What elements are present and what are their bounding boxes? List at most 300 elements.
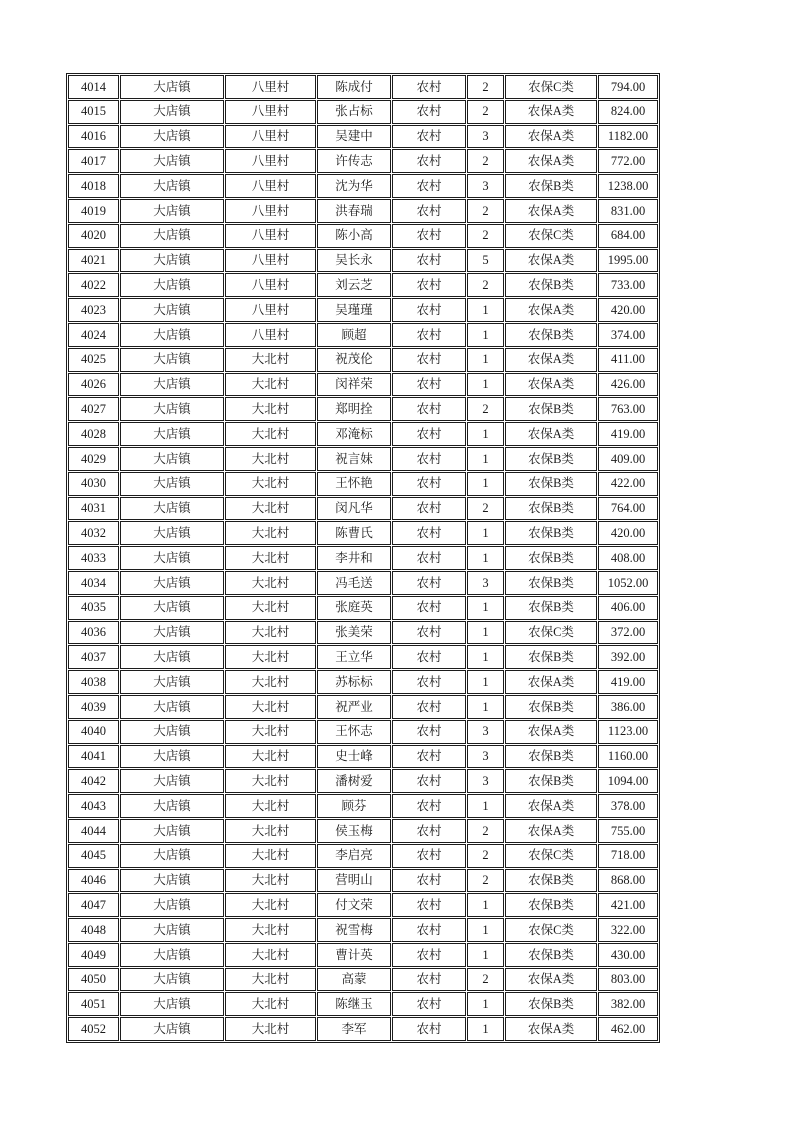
cell-amount: 408.00: [598, 546, 658, 570]
cell-residence-type: 农村: [392, 249, 466, 273]
cell-seq-number: 4041: [68, 745, 119, 769]
cell-town: 大店镇: [120, 125, 224, 149]
table-body: [68, 75, 658, 1041]
cell-household-count: 2: [467, 844, 504, 868]
cell-insurance-category: 农保A类: [505, 968, 597, 992]
insurance-roster-table: [66, 73, 660, 1043]
cell-amount: 1123.00: [598, 720, 658, 744]
cell-person-name: 曹计英: [317, 943, 391, 967]
cell-village: 大北村: [225, 869, 316, 893]
cell-amount: 764.00: [598, 497, 658, 521]
table-row: [68, 199, 658, 223]
cell-village: 大北村: [225, 447, 316, 471]
cell-village: 大北村: [225, 794, 316, 818]
table-row: [68, 373, 658, 397]
table-row: [68, 298, 658, 322]
cell-insurance-category: 农保C类: [505, 75, 597, 99]
cell-household-count: 1: [467, 422, 504, 446]
cell-person-name: 陈继玉: [317, 992, 391, 1016]
cell-residence-type: 农村: [392, 174, 466, 198]
cell-household-count: 2: [467, 968, 504, 992]
cell-residence-type: 农村: [392, 100, 466, 124]
cell-household-count: 1: [467, 323, 504, 347]
cell-insurance-category: 农保A类: [505, 720, 597, 744]
table-row: [68, 249, 658, 273]
cell-residence-type: 农村: [392, 621, 466, 645]
cell-person-name: 祝茂伦: [317, 348, 391, 372]
cell-amount: 420.00: [598, 521, 658, 545]
cell-village: 大北村: [225, 918, 316, 942]
cell-household-count: 2: [467, 149, 504, 173]
cell-amount: 392.00: [598, 645, 658, 669]
cell-household-count: 2: [467, 224, 504, 248]
cell-insurance-category: 农保A类: [505, 670, 597, 694]
cell-person-name: 付文荣: [317, 893, 391, 917]
cell-residence-type: 农村: [392, 472, 466, 496]
cell-village: 八里村: [225, 149, 316, 173]
cell-town: 大店镇: [120, 695, 224, 719]
cell-seq-number: 4052: [68, 1017, 119, 1041]
cell-household-count: 3: [467, 571, 504, 595]
cell-person-name: 陈小高: [317, 224, 391, 248]
cell-seq-number: 4019: [68, 199, 119, 223]
cell-household-count: 1: [467, 918, 504, 942]
table-row: [68, 100, 658, 124]
table-row: [68, 323, 658, 347]
cell-amount: 411.00: [598, 348, 658, 372]
cell-insurance-category: 农保B类: [505, 273, 597, 297]
cell-village: 大北村: [225, 497, 316, 521]
table-row: [68, 497, 658, 521]
cell-amount: 1182.00: [598, 125, 658, 149]
cell-household-count: 1: [467, 621, 504, 645]
cell-village: 大北村: [225, 695, 316, 719]
cell-residence-type: 农村: [392, 745, 466, 769]
cell-amount: 378.00: [598, 794, 658, 818]
cell-village: 大北村: [225, 1017, 316, 1041]
cell-residence-type: 农村: [392, 720, 466, 744]
cell-residence-type: 农村: [392, 769, 466, 793]
table-row: [68, 794, 658, 818]
cell-residence-type: 农村: [392, 645, 466, 669]
cell-amount: 419.00: [598, 670, 658, 694]
cell-insurance-category: 农保A类: [505, 1017, 597, 1041]
cell-person-name: 祝言妹: [317, 447, 391, 471]
cell-insurance-category: 农保B类: [505, 869, 597, 893]
cell-insurance-category: 农保C类: [505, 224, 597, 248]
table-row: [68, 645, 658, 669]
cell-amount: 419.00: [598, 422, 658, 446]
cell-village: 大北村: [225, 422, 316, 446]
cell-person-name: 许传志: [317, 149, 391, 173]
cell-household-count: 2: [467, 100, 504, 124]
cell-insurance-category: 农保A类: [505, 125, 597, 149]
cell-amount: 868.00: [598, 869, 658, 893]
cell-town: 大店镇: [120, 298, 224, 322]
cell-village: 大北村: [225, 968, 316, 992]
cell-residence-type: 农村: [392, 1017, 466, 1041]
table-row: [68, 670, 658, 694]
cell-person-name: 张美荣: [317, 621, 391, 645]
cell-insurance-category: 农保A类: [505, 249, 597, 273]
cell-village: 大北村: [225, 844, 316, 868]
cell-insurance-category: 农保B类: [505, 472, 597, 496]
cell-person-name: 邓淹标: [317, 422, 391, 446]
cell-seq-number: 4048: [68, 918, 119, 942]
cell-seq-number: 4034: [68, 571, 119, 595]
cell-person-name: 陈曹氏: [317, 521, 391, 545]
cell-household-count: 2: [467, 75, 504, 99]
cell-residence-type: 农村: [392, 224, 466, 248]
table-row: [68, 125, 658, 149]
cell-insurance-category: 农保B类: [505, 397, 597, 421]
cell-amount: 1052.00: [598, 571, 658, 595]
cell-town: 大店镇: [120, 869, 224, 893]
cell-seq-number: 4025: [68, 348, 119, 372]
cell-insurance-category: 农保B类: [505, 769, 597, 793]
cell-residence-type: 农村: [392, 447, 466, 471]
cell-seq-number: 4014: [68, 75, 119, 99]
cell-household-count: 5: [467, 249, 504, 273]
cell-town: 大店镇: [120, 149, 224, 173]
cell-amount: 763.00: [598, 397, 658, 421]
cell-seq-number: 4044: [68, 819, 119, 843]
cell-person-name: 顾芬: [317, 794, 391, 818]
cell-village: 八里村: [225, 249, 316, 273]
cell-seq-number: 4038: [68, 670, 119, 694]
table-row: [68, 1017, 658, 1041]
table-row: [68, 918, 658, 942]
cell-household-count: 1: [467, 472, 504, 496]
cell-village: 八里村: [225, 224, 316, 248]
cell-residence-type: 农村: [392, 521, 466, 545]
cell-residence-type: 农村: [392, 695, 466, 719]
cell-village: 八里村: [225, 174, 316, 198]
cell-seq-number: 4031: [68, 497, 119, 521]
cell-insurance-category: 农保B类: [505, 893, 597, 917]
cell-town: 大店镇: [120, 447, 224, 471]
cell-seq-number: 4018: [68, 174, 119, 198]
cell-seq-number: 4020: [68, 224, 119, 248]
cell-residence-type: 农村: [392, 546, 466, 570]
cell-insurance-category: 农保C类: [505, 918, 597, 942]
cell-residence-type: 农村: [392, 794, 466, 818]
cell-insurance-category: 农保A类: [505, 819, 597, 843]
cell-insurance-category: 农保A类: [505, 422, 597, 446]
cell-household-count: 1: [467, 298, 504, 322]
cell-amount: 386.00: [598, 695, 658, 719]
cell-residence-type: 农村: [392, 497, 466, 521]
table-row: [68, 893, 658, 917]
cell-town: 大店镇: [120, 645, 224, 669]
cell-amount: 426.00: [598, 373, 658, 397]
cell-seq-number: 4026: [68, 373, 119, 397]
cell-amount: 382.00: [598, 992, 658, 1016]
cell-person-name: 李井和: [317, 546, 391, 570]
cell-village: 八里村: [225, 323, 316, 347]
cell-town: 大店镇: [120, 249, 224, 273]
table-row: [68, 521, 658, 545]
cell-town: 大店镇: [120, 422, 224, 446]
cell-town: 大店镇: [120, 893, 224, 917]
cell-household-count: 1: [467, 596, 504, 620]
cell-town: 大店镇: [120, 1017, 224, 1041]
cell-amount: 1995.00: [598, 249, 658, 273]
cell-town: 大店镇: [120, 571, 224, 595]
cell-residence-type: 农村: [392, 670, 466, 694]
cell-insurance-category: 农保B类: [505, 695, 597, 719]
table-row: [68, 621, 658, 645]
table-row: [68, 869, 658, 893]
cell-amount: 733.00: [598, 273, 658, 297]
cell-town: 大店镇: [120, 720, 224, 744]
cell-amount: 430.00: [598, 943, 658, 967]
cell-town: 大店镇: [120, 397, 224, 421]
cell-person-name: 张庭英: [317, 596, 391, 620]
table-row: [68, 273, 658, 297]
cell-residence-type: 农村: [392, 273, 466, 297]
cell-town: 大店镇: [120, 943, 224, 967]
cell-village: 大北村: [225, 645, 316, 669]
cell-village: 大北村: [225, 596, 316, 620]
table-row: [68, 720, 658, 744]
cell-household-count: 2: [467, 273, 504, 297]
cell-person-name: 沈为华: [317, 174, 391, 198]
cell-town: 大店镇: [120, 199, 224, 223]
cell-amount: 374.00: [598, 323, 658, 347]
cell-seq-number: 4028: [68, 422, 119, 446]
cell-seq-number: 4040: [68, 720, 119, 744]
cell-seq-number: 4030: [68, 472, 119, 496]
cell-insurance-category: 农保A类: [505, 348, 597, 372]
cell-insurance-category: 农保B类: [505, 943, 597, 967]
cell-town: 大店镇: [120, 769, 224, 793]
cell-amount: 803.00: [598, 968, 658, 992]
cell-residence-type: 农村: [392, 422, 466, 446]
cell-seq-number: 4042: [68, 769, 119, 793]
cell-insurance-category: 农保B类: [505, 323, 597, 347]
cell-household-count: 3: [467, 745, 504, 769]
cell-residence-type: 农村: [392, 323, 466, 347]
cell-village: 八里村: [225, 199, 316, 223]
cell-person-name: 吴瑾瑾: [317, 298, 391, 322]
cell-village: 大北村: [225, 546, 316, 570]
cell-village: 八里村: [225, 75, 316, 99]
cell-household-count: 1: [467, 992, 504, 1016]
table-row: [68, 844, 658, 868]
cell-village: 大北村: [225, 348, 316, 372]
cell-person-name: 祝严业: [317, 695, 391, 719]
cell-amount: 772.00: [598, 149, 658, 173]
cell-residence-type: 农村: [392, 844, 466, 868]
cell-village: 大北村: [225, 893, 316, 917]
cell-household-count: 3: [467, 125, 504, 149]
cell-residence-type: 农村: [392, 893, 466, 917]
cell-household-count: 1: [467, 546, 504, 570]
cell-seq-number: 4039: [68, 695, 119, 719]
cell-household-count: 1: [467, 670, 504, 694]
cell-household-count: 1: [467, 943, 504, 967]
cell-seq-number: 4033: [68, 546, 119, 570]
cell-village: 大北村: [225, 670, 316, 694]
cell-village: 大北村: [225, 992, 316, 1016]
cell-person-name: 祝雪梅: [317, 918, 391, 942]
cell-person-name: 李启亮: [317, 844, 391, 868]
cell-amount: 372.00: [598, 621, 658, 645]
table-row: [68, 397, 658, 421]
cell-residence-type: 农村: [392, 298, 466, 322]
cell-residence-type: 农村: [392, 125, 466, 149]
cell-household-count: 1: [467, 521, 504, 545]
cell-village: 八里村: [225, 100, 316, 124]
table-row: [68, 571, 658, 595]
cell-town: 大店镇: [120, 918, 224, 942]
table-row: [68, 224, 658, 248]
cell-town: 大店镇: [120, 497, 224, 521]
cell-residence-type: 农村: [392, 992, 466, 1016]
table-row: [68, 992, 658, 1016]
cell-residence-type: 农村: [392, 199, 466, 223]
cell-town: 大店镇: [120, 75, 224, 99]
cell-person-name: 张占标: [317, 100, 391, 124]
cell-person-name: 王怀艳: [317, 472, 391, 496]
cell-seq-number: 4015: [68, 100, 119, 124]
cell-town: 大店镇: [120, 546, 224, 570]
cell-amount: 322.00: [598, 918, 658, 942]
cell-residence-type: 农村: [392, 596, 466, 620]
table-row: [68, 447, 658, 471]
cell-seq-number: 4016: [68, 125, 119, 149]
cell-person-name: 李军: [317, 1017, 391, 1041]
cell-household-count: 2: [467, 199, 504, 223]
cell-seq-number: 4047: [68, 893, 119, 917]
cell-village: 大北村: [225, 720, 316, 744]
cell-household-count: 2: [467, 397, 504, 421]
cell-town: 大店镇: [120, 596, 224, 620]
cell-village: 大北村: [225, 397, 316, 421]
cell-seq-number: 4043: [68, 794, 119, 818]
cell-seq-number: 4045: [68, 844, 119, 868]
cell-residence-type: 农村: [392, 918, 466, 942]
cell-town: 大店镇: [120, 100, 224, 124]
table-row: [68, 745, 658, 769]
table-row: [68, 695, 658, 719]
cell-town: 大店镇: [120, 819, 224, 843]
cell-seq-number: 4035: [68, 596, 119, 620]
cell-town: 大店镇: [120, 670, 224, 694]
cell-village: 八里村: [225, 125, 316, 149]
cell-insurance-category: 农保B类: [505, 745, 597, 769]
cell-insurance-category: 农保A类: [505, 100, 597, 124]
cell-amount: 1094.00: [598, 769, 658, 793]
cell-insurance-category: 农保A类: [505, 298, 597, 322]
cell-insurance-category: 农保B类: [505, 521, 597, 545]
cell-residence-type: 农村: [392, 373, 466, 397]
cell-residence-type: 农村: [392, 819, 466, 843]
cell-person-name: 侯玉梅: [317, 819, 391, 843]
cell-village: 大北村: [225, 943, 316, 967]
cell-amount: 1160.00: [598, 745, 658, 769]
cell-residence-type: 农村: [392, 968, 466, 992]
cell-person-name: 刘云芝: [317, 273, 391, 297]
cell-household-count: 1: [467, 373, 504, 397]
cell-seq-number: 4023: [68, 298, 119, 322]
cell-amount: 718.00: [598, 844, 658, 868]
cell-seq-number: 4029: [68, 447, 119, 471]
cell-seq-number: 4049: [68, 943, 119, 967]
cell-household-count: 3: [467, 720, 504, 744]
cell-residence-type: 农村: [392, 869, 466, 893]
cell-town: 大店镇: [120, 844, 224, 868]
table-row: [68, 943, 658, 967]
cell-seq-number: 4017: [68, 149, 119, 173]
cell-amount: 406.00: [598, 596, 658, 620]
cell-amount: 462.00: [598, 1017, 658, 1041]
cell-person-name: 吴建中: [317, 125, 391, 149]
cell-amount: 420.00: [598, 298, 658, 322]
cell-insurance-category: 农保C类: [505, 844, 597, 868]
cell-person-name: 王立华: [317, 645, 391, 669]
table-row: [68, 596, 658, 620]
cell-village: 八里村: [225, 273, 316, 297]
cell-insurance-category: 农保C类: [505, 621, 597, 645]
cell-seq-number: 4051: [68, 992, 119, 1016]
cell-person-name: 高蒙: [317, 968, 391, 992]
cell-seq-number: 4037: [68, 645, 119, 669]
cell-seq-number: 4021: [68, 249, 119, 273]
cell-insurance-category: 农保A类: [505, 373, 597, 397]
cell-household-count: 3: [467, 174, 504, 198]
cell-village: 大北村: [225, 621, 316, 645]
cell-amount: 421.00: [598, 893, 658, 917]
table-row: [68, 546, 658, 570]
cell-seq-number: 4024: [68, 323, 119, 347]
cell-town: 大店镇: [120, 992, 224, 1016]
cell-village: 大北村: [225, 373, 316, 397]
cell-residence-type: 农村: [392, 571, 466, 595]
cell-seq-number: 4050: [68, 968, 119, 992]
cell-village: 大北村: [225, 521, 316, 545]
table-row: [68, 968, 658, 992]
cell-household-count: 2: [467, 869, 504, 893]
cell-village: 大北村: [225, 769, 316, 793]
cell-village: 八里村: [225, 298, 316, 322]
cell-household-count: 1: [467, 447, 504, 471]
cell-residence-type: 农村: [392, 943, 466, 967]
cell-town: 大店镇: [120, 472, 224, 496]
cell-household-count: 2: [467, 819, 504, 843]
cell-seq-number: 4027: [68, 397, 119, 421]
cell-residence-type: 农村: [392, 397, 466, 421]
cell-person-name: 陈成付: [317, 75, 391, 99]
table-row: [68, 348, 658, 372]
cell-amount: 794.00: [598, 75, 658, 99]
cell-person-name: 潘树爱: [317, 769, 391, 793]
cell-town: 大店镇: [120, 621, 224, 645]
table-row: [68, 174, 658, 198]
cell-town: 大店镇: [120, 794, 224, 818]
table-row: [68, 75, 658, 99]
cell-person-name: 苏标标: [317, 670, 391, 694]
cell-person-name: 顾超: [317, 323, 391, 347]
cell-amount: 684.00: [598, 224, 658, 248]
cell-insurance-category: 农保B类: [505, 645, 597, 669]
cell-person-name: 王怀志: [317, 720, 391, 744]
cell-insurance-category: 农保A类: [505, 199, 597, 223]
cell-town: 大店镇: [120, 224, 224, 248]
cell-amount: 824.00: [598, 100, 658, 124]
cell-insurance-category: 农保B类: [505, 571, 597, 595]
